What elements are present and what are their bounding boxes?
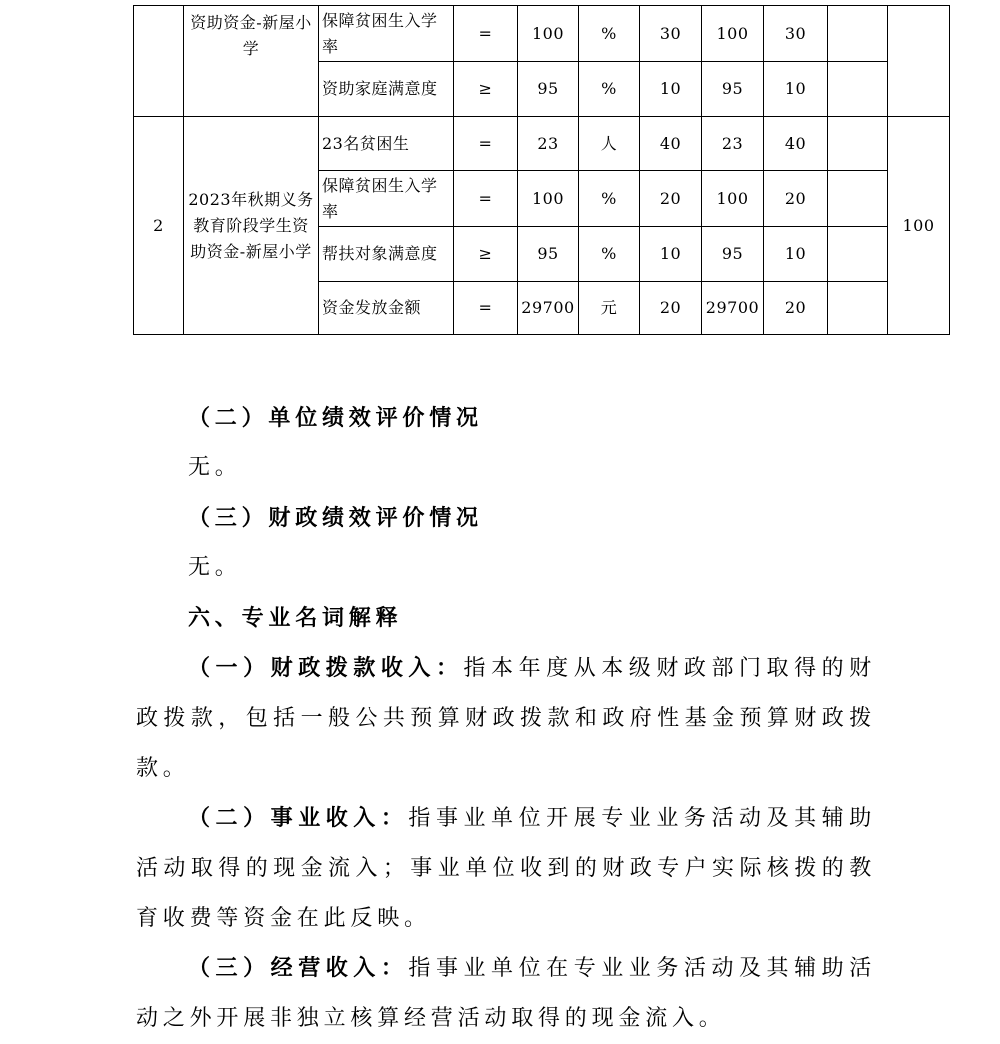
- unit-eval-heading: （二）单位绩效评价情况: [188, 405, 483, 431]
- cell-unit: %: [579, 6, 640, 62]
- cell-unit: 人: [579, 117, 640, 171]
- cell-unit: 元: [579, 282, 640, 335]
- cell-score: 10: [764, 227, 828, 282]
- cell-score: 30: [764, 6, 828, 62]
- cell-op: =: [454, 117, 518, 171]
- table-row: [134, 6, 950, 62]
- cell-target: 29700: [518, 282, 579, 335]
- cell-target: 100: [518, 171, 579, 227]
- cell-project: 2023年秋期义务教育阶段学生资助资金-新屋小学: [184, 117, 319, 335]
- cell-op: ≥: [454, 227, 518, 282]
- cell-remark: [828, 282, 888, 335]
- glossary-term-2: （二）事业收入：: [188, 805, 409, 831]
- table-row: [134, 117, 950, 171]
- cell-remark: [828, 62, 888, 117]
- cell-unit: %: [579, 171, 640, 227]
- glossary-text-2: 指事业单位开展专业业务活动及其辅助活动取得的现金流入；事业单位收到的财政专户实际核拨的教育收费等资金在此反映。: [136, 806, 876, 931]
- fiscal-eval-body: 无。: [188, 555, 242, 580]
- cell-op: =: [454, 6, 518, 62]
- glossary-text-1: 指本年度从本级财政部门取得的财政拨款，包括一般公共预算财政拨款和政府性基金预算财政拨款。: [136, 656, 876, 781]
- cell-remark: [828, 227, 888, 282]
- cell-indicator: 资助家庭满意度: [319, 62, 454, 117]
- glossary-term-1: （一）财政拨款收入：: [188, 655, 464, 681]
- performance-table: [133, 5, 950, 335]
- cell-actual: 95: [702, 227, 764, 282]
- cell-no: [134, 6, 184, 117]
- cell-weight: 30: [640, 6, 702, 62]
- cell-actual: 100: [702, 171, 764, 227]
- cell-weight: 10: [640, 62, 702, 117]
- cell-op: ≥: [454, 62, 518, 117]
- cell-actual: 95: [702, 62, 764, 117]
- cell-indicator: 帮扶对象满意度: [319, 227, 454, 282]
- glossary-item-1: [136, 643, 876, 794]
- cell-weight: 10: [640, 227, 702, 282]
- cell-op: =: [454, 282, 518, 335]
- cell-op: =: [454, 171, 518, 227]
- cell-target: 23: [518, 117, 579, 171]
- cell-score: 10: [764, 62, 828, 117]
- cell-indicator: 资金发放金额: [319, 282, 454, 335]
- cell-weight: 40: [640, 117, 702, 171]
- cell-total: [888, 6, 950, 117]
- cell-total: 100: [888, 117, 950, 335]
- glossary-term-3: （三）经营收入：: [188, 955, 409, 981]
- cell-indicator: 23名贫困生: [319, 117, 454, 171]
- cell-unit: %: [579, 227, 640, 282]
- cell-actual: 29700: [702, 282, 764, 335]
- cell-target: 100: [518, 6, 579, 62]
- cell-score: 20: [764, 282, 828, 335]
- cell-target: 95: [518, 227, 579, 282]
- glossary-item-3: [136, 943, 876, 1044]
- glossary-text-3: 指事业单位在专业业务活动及其辅助活动之外开展非独立核算经营活动取得的现金流入。: [136, 956, 876, 1031]
- cell-target: 95: [518, 62, 579, 117]
- cell-project: 资助资金-新屋小学: [184, 6, 319, 117]
- cell-score: 40: [764, 117, 828, 171]
- cell-weight: 20: [640, 171, 702, 227]
- cell-indicator: 保障贫困生入学率: [319, 171, 454, 227]
- unit-eval-body: 无。: [188, 455, 242, 480]
- cell-score: 20: [764, 171, 828, 227]
- cell-actual: 100: [702, 6, 764, 62]
- fiscal-eval-heading: （三）财政绩效评价情况: [188, 505, 483, 531]
- cell-unit: %: [579, 62, 640, 117]
- cell-remark: [828, 117, 888, 171]
- glossary-item-2: [136, 793, 876, 944]
- cell-weight: 20: [640, 282, 702, 335]
- cell-no: 2: [134, 117, 184, 335]
- cell-remark: [828, 171, 888, 227]
- glossary-heading: 六、专业名词解释: [188, 605, 403, 631]
- cell-actual: 23: [702, 117, 764, 171]
- cell-indicator: 保障贫困生入学率: [319, 6, 454, 62]
- cell-remark: [828, 6, 888, 62]
